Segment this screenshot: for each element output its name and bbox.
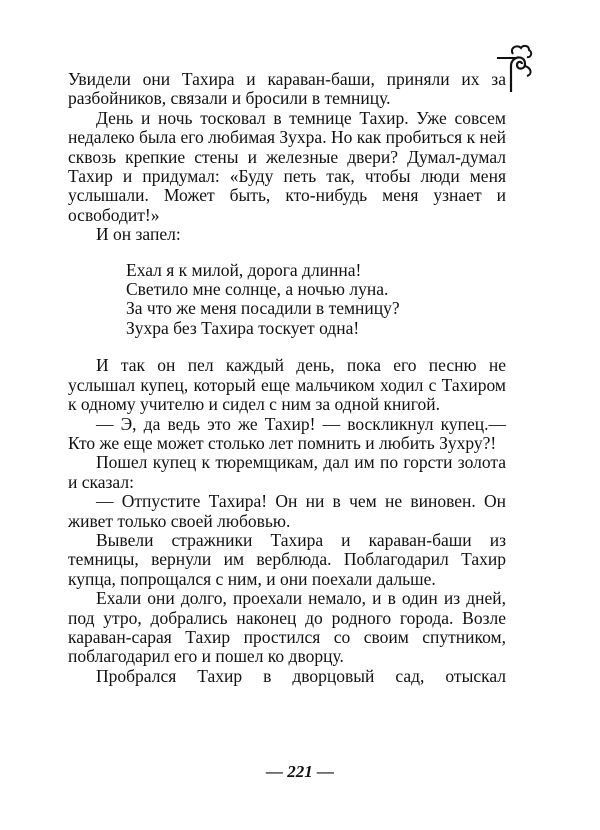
song-verse [126,261,506,339]
paragraph: Увидели они Тахира и караван-баши, приняли их за разбойников, связали и бросили в темницу. [68,69,506,109]
page-body [68,70,506,686]
paragraph: Пробрался Тахир в дворцовый сад, отыскал [96,665,506,686]
verse-line: Ехал я к милой, дорога длинна! [126,259,362,280]
verse-line: Светило мне солнце, а ночью луна. [126,279,389,300]
paragraph: День и ночь тосковал в темнице Тахир. Уже совсем недалеко была его любимая Зухра. Но как пробиться к ней сквозь крепкие стены и железные двери? Думал-думал Тахир и придумал: «Буду петь так, чтобы люди меня услышали. Может быть, кто-нибудь меня узнает и освободит!» [68,107,506,225]
paragraph: И он запел: [96,224,181,245]
paragraph: Ехали они долго, проехали немало, и в один из дней, под утро, добрались наконец до родного города. Возле караван-сарая Тахир простился со своим спутником, поблагодарил его и пошел ко дворцу. [68,588,506,667]
dialogue-line: — Э, да ведь это же Тахир! — воскликнул купец.— Кто же еще может столько лет помнить и любить Зухру?! [68,413,506,453]
paragraph: Вывели стражники Тахира и караван-баши из темницы, вернули им верблюда. Поблагодарил Тахир купца, попрощался с ним, и они поехали дальше. [68,529,506,589]
verse-line: За что же меня посадили в темницу? [126,298,400,319]
page-number: — 221 — [266,762,334,781]
paragraph: Пошел купец к тюремщикам, дал им по горсти золота и сказал: [68,452,506,492]
dialogue-line: — Отпустите Тахира! Он ни в чем не виновен. Он живет только своей любовью. [68,491,506,531]
verse-line: Зухра без Тахира тоскует одна! [126,317,360,338]
paragraph: И так он пел каждый день, пока его песню не услышал купец, который еще мальчиком ходил с Тахиром к одному учителю и сидел с ним за одной книгой. [68,355,506,415]
